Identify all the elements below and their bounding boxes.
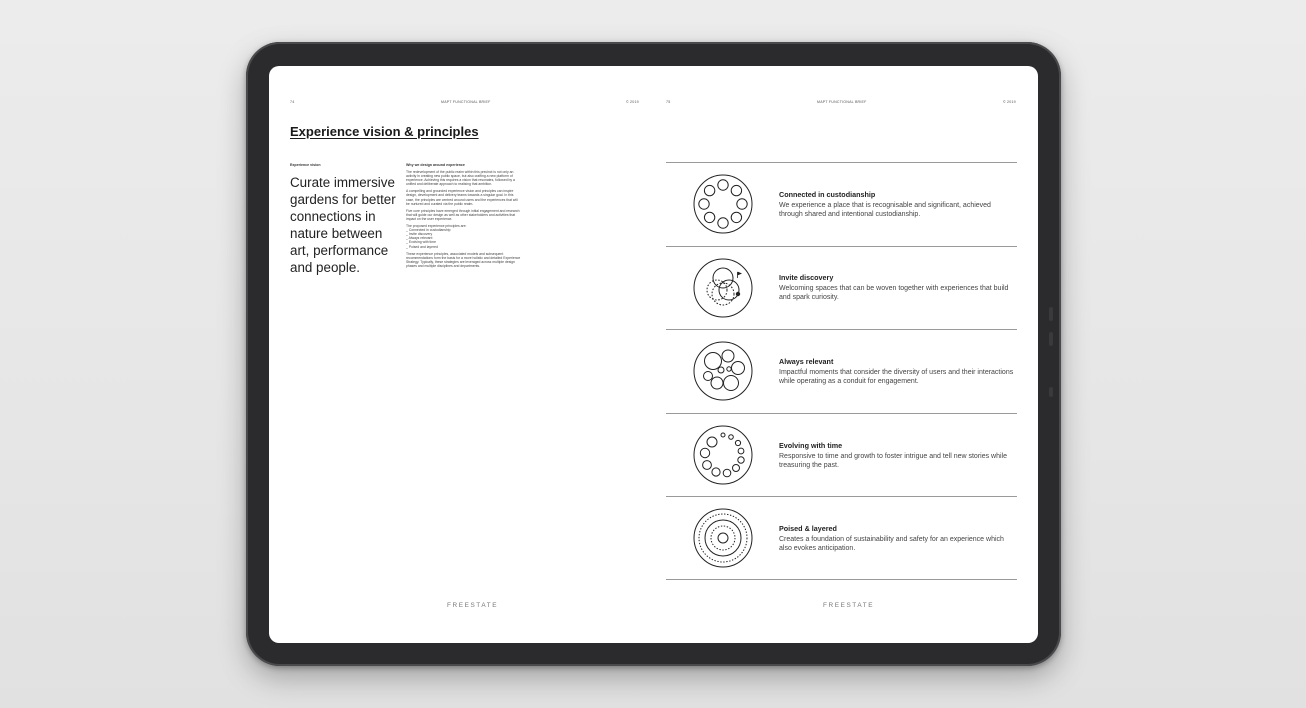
principles-list	[666, 162, 1017, 580]
growing-circles-icon	[691, 423, 755, 487]
list-item: _ Always relevant	[406, 236, 433, 241]
principle-row	[666, 496, 1017, 580]
principle-description: Impactful moments that consider the diversity of users and their interactions while operating as a conduit for engagement.	[779, 368, 1014, 385]
footer-logo: FREESTATE	[823, 602, 875, 609]
body-text	[406, 170, 521, 271]
page-title: Experience vision & principles	[290, 124, 479, 139]
ring-of-circles-icon	[691, 172, 755, 236]
copyright: © 2019	[1003, 100, 1016, 104]
principle-row	[666, 329, 1017, 413]
principle-description: Responsive to time and growth to foster intrigue and tell new stories while treasuring the past.	[779, 452, 1008, 469]
concentric-circles-icon	[691, 506, 755, 570]
tablet-screen	[269, 66, 1038, 643]
principle-row	[666, 413, 1017, 497]
body-heading: Why we design around experience	[406, 163, 465, 167]
body-paragraph: The proposed experience principles are:	[406, 224, 467, 229]
principle-name: Always relevant	[779, 356, 834, 366]
principle-description: Welcoming spaces that can be woven together with experiences that build and spark curiosity.	[779, 285, 1009, 302]
principle-description: Creates a foundation of sustainability and safety for an experience which also evokes anticipation.	[779, 535, 1004, 552]
closing-paragraph: These experience principles, associated models and subsequent recommendations form the basis for a more holistic and detailed Experience Strategy. Typically, these strategies are leveraged across multiple design phases and multiple disciplines and departments.	[406, 251, 521, 268]
principle-name: Connected in custodianship	[779, 189, 876, 199]
body-paragraph: The redevelopment of the public realm within this precinct is not only an activity in creating new public space, but also crafting a new platform of experience. Achieving this requires a vision that resonates, followed by a unified and deliberate approach to realising that ambition.	[406, 170, 515, 187]
clustered-circles-icon	[691, 339, 755, 403]
vision-headline: Curate immersive gardens for better connections in nature between art, performance and people.	[290, 175, 396, 275]
tablet-device	[246, 42, 1061, 666]
left-page	[269, 66, 655, 643]
page-number: 75	[666, 100, 671, 104]
list-item: _ Connected in custodianship	[406, 228, 451, 233]
running-header: MAPT FUNCTIONAL BRIEF	[817, 100, 867, 104]
body-paragraph: Five core principles have emerged through initial engagement and research that will guide our design as well as other stakeholders and activities that impact on the user experience.	[406, 208, 520, 221]
right-page	[655, 66, 1038, 643]
body-paragraph: A compelling and grounded experience vision and principles can inspire design, development and delivery teams towards a singular goal. In this case, the principles are centred around users and the experiences that will be nurtured and curated via the public realm.	[406, 189, 518, 206]
principle-name: Evolving with time	[779, 440, 843, 450]
vision-label: Experience vision	[290, 163, 321, 167]
copyright: © 2019	[626, 100, 639, 104]
list-item: _ Poised and layered	[406, 244, 438, 249]
running-header: MAPT FUNCTIONAL BRIEF	[441, 100, 491, 104]
side-button	[1049, 307, 1053, 321]
side-button	[1049, 332, 1053, 346]
list-item: _ Invite discovery	[406, 232, 433, 237]
page-number: 74	[290, 100, 295, 104]
principle-row	[666, 246, 1017, 330]
principle-name: Invite discovery	[779, 273, 834, 283]
principle-name: Poised & layered	[779, 523, 837, 533]
overlapping-circles-icon	[691, 256, 755, 320]
principle-row	[666, 162, 1017, 246]
side-button	[1049, 387, 1053, 397]
list-item: _ Evolving with time	[406, 240, 436, 245]
footer-logo: FREESTATE	[447, 602, 499, 609]
principle-list	[406, 228, 521, 248]
principle-description: We experience a place that is recognisable and significant, achieved through shared and intentional custodianship.	[779, 201, 991, 218]
